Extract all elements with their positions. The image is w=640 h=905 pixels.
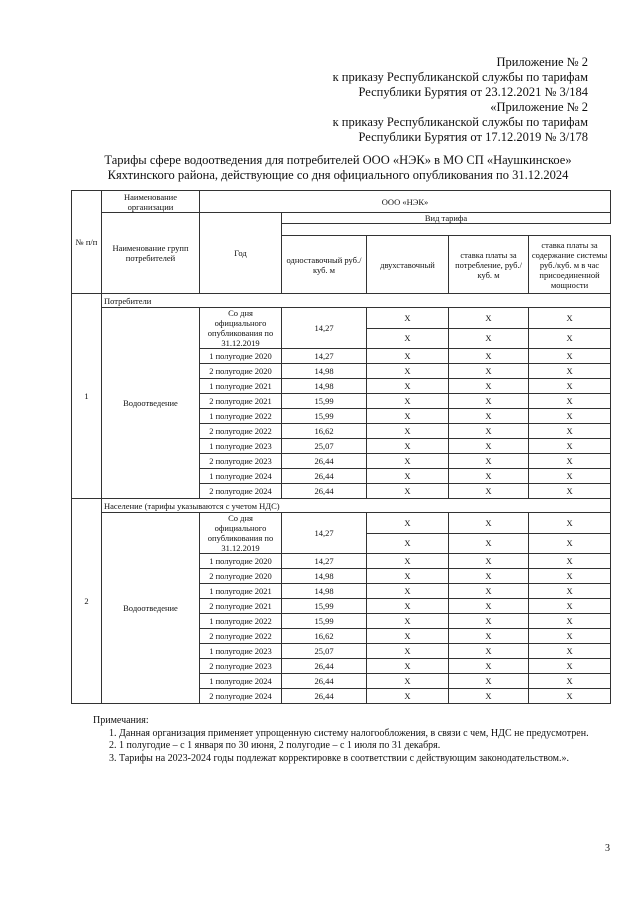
header-line: Приложение № 2 bbox=[496, 55, 588, 69]
period-cell: 1 полугодие 2024 bbox=[200, 674, 282, 689]
org-name: ООО «НЭК» bbox=[200, 191, 611, 213]
x-mark: Х bbox=[449, 454, 529, 469]
page-number: 3 bbox=[605, 843, 610, 854]
x-mark: Х bbox=[367, 569, 449, 584]
x-mark: Х bbox=[529, 569, 611, 584]
x-mark: Х bbox=[449, 513, 529, 534]
x-mark: Х bbox=[529, 454, 611, 469]
period-cell: 1 полугодие 2021 bbox=[200, 379, 282, 394]
period-cell: 2 полугодие 2022 bbox=[200, 629, 282, 644]
period-cell: 1 полугодие 2022 bbox=[200, 409, 282, 424]
x-mark: Х bbox=[529, 689, 611, 704]
x-mark: Х bbox=[449, 409, 529, 424]
note-item: 3. Тарифы на 2023-2024 годы подлежат корректировке в соответствии с действующим законодательством.». bbox=[109, 752, 569, 764]
x-mark: Х bbox=[529, 328, 611, 349]
x-mark: Х bbox=[529, 364, 611, 379]
x-mark: Х bbox=[367, 513, 449, 534]
note-item: 1. Данная организация применяет упрощенную систему налогообложения, в связи с чем, НДС не предусмотрен. bbox=[109, 727, 589, 739]
one-part-value: 26,44 bbox=[282, 689, 367, 704]
section-title-row bbox=[72, 294, 611, 308]
header-line: к приказу Республиканской службы по тарифам bbox=[332, 70, 588, 84]
header-line: «Приложение № 2 bbox=[490, 100, 588, 114]
x-mark: Х bbox=[449, 484, 529, 499]
notes-heading: Примечания: bbox=[93, 715, 149, 726]
x-mark: Х bbox=[529, 409, 611, 424]
x-mark: Х bbox=[529, 349, 611, 364]
one-part-value: 16,62 bbox=[282, 424, 367, 439]
x-mark: Х bbox=[449, 599, 529, 614]
one-part-value: 14,98 bbox=[282, 364, 367, 379]
x-mark: Х bbox=[529, 513, 611, 534]
period-cell: 1 полугодие 2020 bbox=[200, 554, 282, 569]
one-part-value: 14,98 bbox=[282, 569, 367, 584]
header-maintenance-rate: ставка платы за содержание системы руб./куб. м в час присоединенной мощности bbox=[529, 236, 611, 294]
x-mark: Х bbox=[449, 469, 529, 484]
consumer-group: Водоотведение bbox=[102, 513, 200, 704]
x-mark: Х bbox=[529, 424, 611, 439]
header-line: Республики Бурятия от 17.12.2019 № 3/178 bbox=[358, 130, 588, 144]
one-part-value: 26,44 bbox=[282, 454, 367, 469]
one-part-value: 14,27 bbox=[282, 349, 367, 364]
x-mark: Х bbox=[367, 584, 449, 599]
x-mark: Х bbox=[367, 454, 449, 469]
x-mark: Х bbox=[529, 674, 611, 689]
x-mark: Х bbox=[449, 584, 529, 599]
period-cell: 1 полугодие 2020 bbox=[200, 349, 282, 364]
header-year: Год bbox=[200, 213, 282, 294]
x-mark: Х bbox=[529, 484, 611, 499]
one-part-value: 26,44 bbox=[282, 659, 367, 674]
x-mark: Х bbox=[529, 554, 611, 569]
document-title bbox=[78, 153, 598, 183]
x-mark: Х bbox=[367, 533, 449, 554]
x-mark: Х bbox=[449, 659, 529, 674]
notes bbox=[93, 715, 610, 765]
header-two-part: двухставочный bbox=[367, 236, 449, 294]
tariff-table bbox=[71, 190, 611, 704]
x-mark: Х bbox=[449, 614, 529, 629]
header-org: Наименование организации bbox=[102, 191, 200, 213]
one-part-value: 26,44 bbox=[282, 469, 367, 484]
x-mark: Х bbox=[529, 584, 611, 599]
x-mark: Х bbox=[367, 614, 449, 629]
x-mark: Х bbox=[529, 439, 611, 454]
one-part-value: 26,44 bbox=[282, 484, 367, 499]
x-mark: Х bbox=[449, 689, 529, 704]
x-mark: Х bbox=[449, 349, 529, 364]
x-mark: Х bbox=[529, 308, 611, 329]
one-part-value: 15,99 bbox=[282, 394, 367, 409]
period-cell: 2 полугодие 2020 bbox=[200, 569, 282, 584]
x-mark: Х bbox=[529, 533, 611, 554]
period-cell: 2 полугодие 2024 bbox=[200, 689, 282, 704]
x-mark: Х bbox=[367, 629, 449, 644]
x-mark: Х bbox=[367, 424, 449, 439]
period-cell: 1 полугодие 2023 bbox=[200, 439, 282, 454]
x-mark: Х bbox=[529, 644, 611, 659]
x-mark: Х bbox=[367, 364, 449, 379]
x-mark: Х bbox=[367, 659, 449, 674]
x-mark: Х bbox=[449, 554, 529, 569]
table-row bbox=[72, 308, 611, 329]
period-cell: 2 полугодие 2021 bbox=[200, 599, 282, 614]
x-mark: Х bbox=[367, 599, 449, 614]
x-mark: Х bbox=[367, 644, 449, 659]
x-mark: Х bbox=[367, 674, 449, 689]
section-title-row bbox=[72, 499, 611, 513]
x-mark: Х bbox=[367, 689, 449, 704]
one-part-value: 14,98 bbox=[282, 584, 367, 599]
period-cell: 1 полугодие 2022 bbox=[200, 614, 282, 629]
appendix-header bbox=[333, 55, 588, 145]
x-mark: Х bbox=[449, 364, 529, 379]
x-mark: Х bbox=[449, 394, 529, 409]
period-cell: 2 полугодие 2021 bbox=[200, 394, 282, 409]
x-mark: Х bbox=[449, 424, 529, 439]
one-part-value: 14,98 bbox=[282, 379, 367, 394]
one-part-value: 14,27 bbox=[282, 554, 367, 569]
x-mark: Х bbox=[367, 308, 449, 329]
note-item: 2. 1 полугодие – с 1 января по 30 июня, 2 полугодие – с 1 июля по 31 декабря. bbox=[109, 740, 441, 751]
x-mark: Х bbox=[367, 349, 449, 364]
header-consumption-rate: ставка платы за потребление, руб./ куб. м bbox=[449, 236, 529, 294]
one-part-value: 25,07 bbox=[282, 439, 367, 454]
title-line-2: Кяхтинского района, действующие со дня официального опубликования по 31.12.2024 bbox=[107, 168, 569, 182]
period-cell: 2 полугодие 2020 bbox=[200, 364, 282, 379]
x-mark: Х bbox=[367, 439, 449, 454]
x-mark: Х bbox=[529, 659, 611, 674]
one-part-value: 25,07 bbox=[282, 644, 367, 659]
x-mark: Х bbox=[529, 629, 611, 644]
x-mark: Х bbox=[449, 379, 529, 394]
x-mark: Х bbox=[367, 409, 449, 424]
x-mark: Х bbox=[367, 554, 449, 569]
period-cell: 1 полугодие 2021 bbox=[200, 584, 282, 599]
one-part-value: 26,44 bbox=[282, 674, 367, 689]
x-mark: Х bbox=[529, 469, 611, 484]
x-mark: Х bbox=[449, 644, 529, 659]
period-cell: 2 полугодие 2023 bbox=[200, 659, 282, 674]
x-mark: Х bbox=[449, 308, 529, 329]
x-mark: Х bbox=[449, 439, 529, 454]
one-part-value: 16,62 bbox=[282, 629, 367, 644]
x-mark: Х bbox=[449, 674, 529, 689]
period-cell: 1 полугодие 2023 bbox=[200, 644, 282, 659]
x-mark: Х bbox=[529, 614, 611, 629]
period-cell: Со дня официального опубликования по 31.12.2019 bbox=[200, 308, 282, 349]
title-line-1: Тарифы сфере водоотведения для потребителей ООО «НЭК» в МО СП «Наушкинское» bbox=[104, 153, 572, 167]
period-cell: 2 полугодие 2022 bbox=[200, 424, 282, 439]
header-one-part: одноставочный руб./ куб. м bbox=[282, 236, 367, 294]
x-mark: Х bbox=[529, 394, 611, 409]
section-title: Население (тарифы указываются с учетом НДС) bbox=[102, 499, 611, 513]
header-group: Наименование групп потребителей bbox=[102, 213, 200, 294]
period-cell: 2 полугодие 2024 bbox=[200, 484, 282, 499]
x-mark: Х bbox=[367, 328, 449, 349]
section-num: 1 bbox=[72, 294, 102, 499]
x-mark: Х bbox=[529, 379, 611, 394]
one-part-value: 15,99 bbox=[282, 599, 367, 614]
x-mark: Х bbox=[449, 328, 529, 349]
header-line: Республики Бурятия от 23.12.2021 № 3/184 bbox=[358, 85, 588, 99]
one-part-value: 15,99 bbox=[282, 409, 367, 424]
one-part-value: 14,27 bbox=[282, 308, 367, 349]
table-row bbox=[72, 513, 611, 534]
x-mark: Х bbox=[367, 394, 449, 409]
header-line: к приказу Республиканской службы по тарифам bbox=[332, 115, 588, 129]
x-mark: Х bbox=[529, 599, 611, 614]
period-cell: 2 полугодие 2023 bbox=[200, 454, 282, 469]
section-num: 2 bbox=[72, 499, 102, 704]
x-mark: Х bbox=[449, 569, 529, 584]
x-mark: Х bbox=[449, 533, 529, 554]
x-mark: Х bbox=[367, 379, 449, 394]
one-part-value: 14,27 bbox=[282, 513, 367, 554]
x-mark: Х bbox=[449, 629, 529, 644]
header-num: № п/п bbox=[72, 191, 102, 294]
consumer-group: Водоотведение bbox=[102, 308, 200, 499]
period-cell: Со дня официального опубликования по 31.12.2019 bbox=[200, 513, 282, 554]
period-cell: 1 полугодие 2024 bbox=[200, 469, 282, 484]
x-mark: Х bbox=[367, 484, 449, 499]
one-part-value: 15,99 bbox=[282, 614, 367, 629]
x-mark: Х bbox=[367, 469, 449, 484]
section-title: Потребители bbox=[102, 294, 611, 308]
header-tariff-type: Вид тарифа bbox=[282, 213, 611, 224]
